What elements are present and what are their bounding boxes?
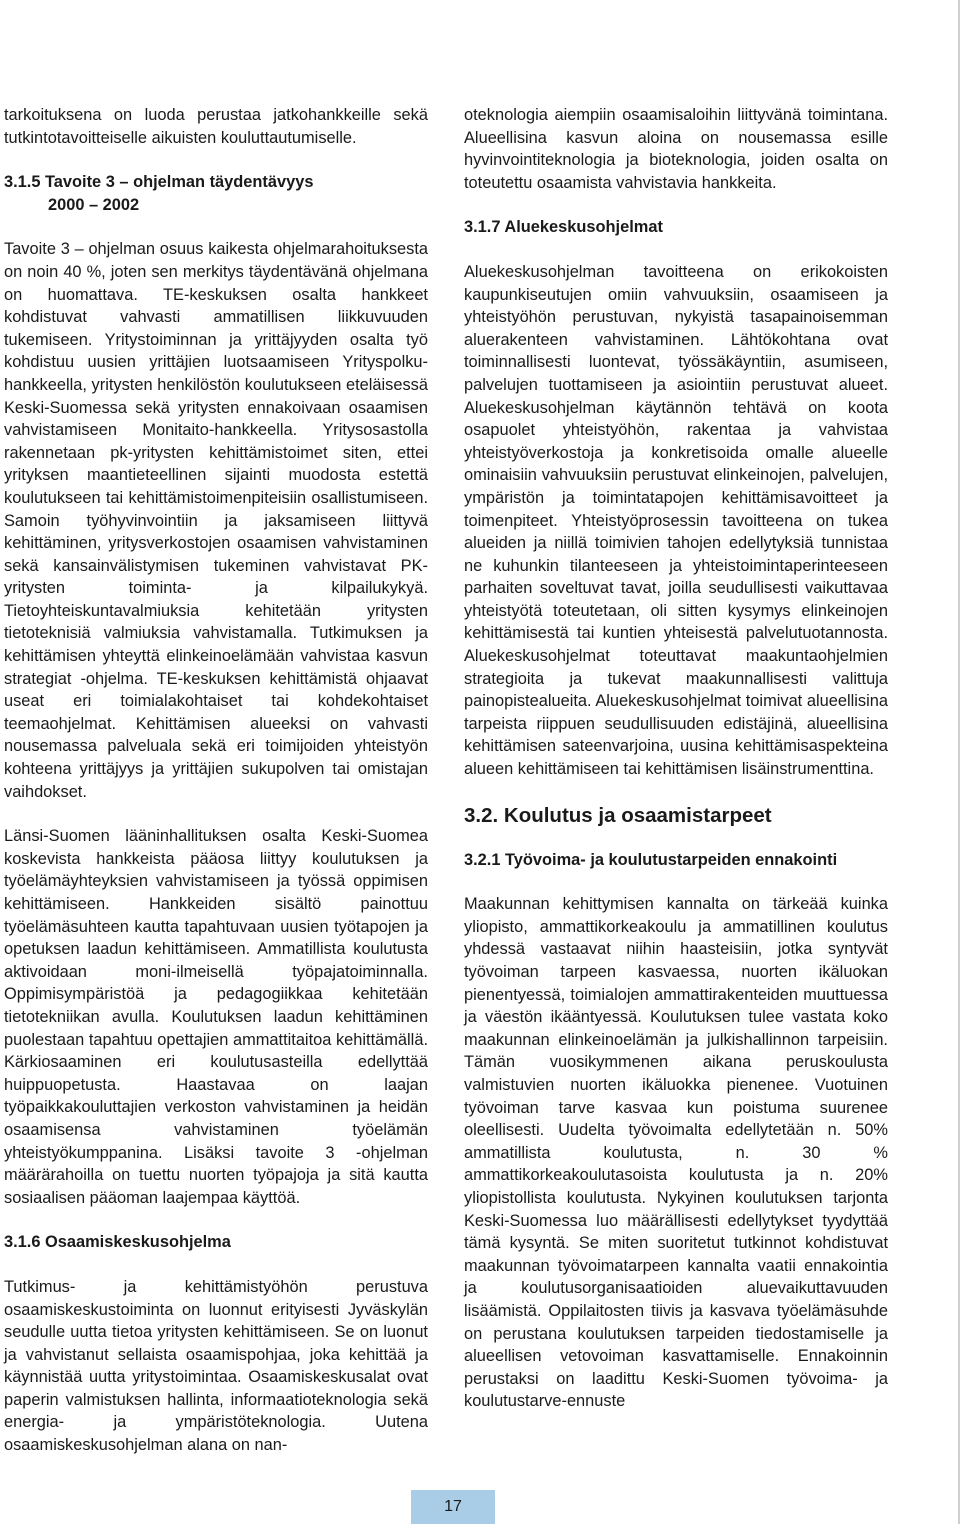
heading-3-1-5-line2: 2000 – 2002: [48, 195, 140, 214]
heading-3-1-6: 3.1.6 Osaamiskeskusohjelma: [4, 1233, 231, 1252]
heading-3-1-7: 3.1.7 Aluekeskusohjelmat: [464, 218, 663, 237]
heading-3-2: 3.2. Koulutus ja osaamistarpeet: [464, 803, 772, 827]
page-number-text: 17: [444, 1498, 462, 1515]
right-paragraph-continuation: oteknologia aiempiin osaamisaloihin liittyvänä toimintana. Alueellisina kasvun aloina on nousemassa esille hyvinvointiteknologia ja bioteknologia, joiden osalta on toteutettu osaamista vahvistavia hankkeita.: [464, 106, 888, 192]
left-paragraph-laaninhallitus: Länsi-Suomen lääninhallituksen osalta Keski-Suomea koskevista hankkeista pääosa liittyy koulutuksen ja työelämäyhteyksien vahvistamiseen ja työssä oppimisen kehittämiseen. Hankkeiden sisältö painottuu työelämäsuhteen kautta tapahtuvaan uusien työtapojen ja opetuksen laadun kehittämiseen. Ammatillista koulutusta aktivoidaan moni-ilmeisellä työpajatoiminnalla. Oppimisympäristöä ja pedagogiikkaa kehitetään tietotekniikan avulla. Koulutuksen laadun kehittäminen puolestaan tapahtuu opettajien ammattitaitoa kehittämällä. Kärkiosaaminen eri koulutusasteilla edellyttää huippuopetusta. Haastavaa on laajan työpaikkakouluttajien verkoston vahvistaminen ja heidän osaamisensa vahvistaminen työelämän yhteistyökumppanina. Lisäksi tavoite 3 -ohjelman määrärahoilla on tuettu nuorten työpajoja ja sitä kautta sosiaalisen pääoman laajempaa käyttöä.: [4, 827, 428, 1207]
left-column: [4, 104, 428, 1479]
heading-3-1-5-line1: 3.1.5 Tavoite 3 – ohjelman täydentävyys: [4, 173, 314, 192]
right-paragraph-ennakointi: Maakunnan kehittymisen kannalta on tärkeää kuinka yliopisto, ammattikorkeakoulu ja ammatillinen koulutus yhdessä vastaavat niihin haasteisiin, jotka syntyvät työvoiman tarpeen kasvaessa, nuorten ikäluokan pienentyessä, toimialojen ammattirakenteiden muuttuessa ja väestön ikääntyessä. Koulutuksen tulee vastata koko maakunnan elinkeinoelämän ja julkishallinnon tarpeisiin. Tämän vuosikymmenen aikana peruskoulusta valmistuvien nuorten ikäluokka pienenee. Vuotuinen työvoiman tarve kasvaa kun poistuma suurenee oleellisesti. Uudelta työvoimalta edellytetään n. 50% ammatillista koulutusta, n. 30 % ammattikorkeakoulutasoista koulutusta ja n. 20% yliopistollista koulutusta. Nykyinen koulutuksen tarjonta Keski-Suomessa luo määrällisesti edellytykset tyydyttää tämä kysyntä. Se miten suoritetut tutkinnot kohdistuvat maakunnan työvoimatarpeen kannalta vaatii ennakointia ja koulutusorganisaatioiden aluevaikuttavuuden lisäämistä. Oppilaitosten tiivis ja kasvava työelämäsuhde on perustana koulutuksen tarpeiden tiedostamiselle ja alueellisen vetovoiman kasvattamiselle. Ennakoinnin perustaksi on laadittu Keski-Suomen työvoima- ja koulutustarve-ennuste: [464, 895, 888, 1411]
page-number: [411, 1490, 495, 1524]
right-paragraph-aluekeskus: Aluekeskusohjelman tavoitteena on erikokoisten kaupunkiseutujen omiin vahvuuksiin, osaamiseen ja yhteistyöhön perustuvan, nykyistä tasapainoisemman aluerakenteen vahvistaminen. Lähtökohtana ovat toiminnallisesti luontevat, työssäkäyntiin, asumiseen, palvelujen tuottamiseen ja asiointiin perustuvat alueet. Aluekeskusohjelman käytännön tehtävä on koota osapuolet yhteistyöhön, rakentaa ja vahvistaa yhteistyöverkostoja ja konkretisoida omalle alueelle ominaisiin vahvuuksiin perustuvat elinkeinojen, palvelujen, ympäristön ja toimintatapojen kehittämisavoitteet ja toimenpiteet. Yhteistyöprosessin tavoitteena on tukea alueiden ja niillä toimivien tahojen edellytyksiä tunnistaa ne kuhunkin tilanteeseen ja yhteistoimintaperinteeseen parhaiten soveltuvat tavat, joilla seudullisesti vaikuttavaa yhteistyötä toteutetaan, oli sitten kysymys elinkeinojen kehittämisestä tai kuntien yhteisestä palvelutuotannosta. Aluekeskusohjelmat toteuttavat maakuntaohjelmien strategioita ja tukevat maakunnallisesti valittuja painopistealueita. Aluekeskusohjelmat toimivat alueellisina tarpeista riippuen seudullisuuden edistäjinä, alueellisina kehittämisen sateenvarjoina, uusina kehittämisaspekteina alueen kehittämiseen tai kehittämisen lisäinstrumenttina.: [464, 262, 888, 779]
left-paragraph-intro: tarkoituksena on luoda perustaa jatkohankkeille sekä tutkintotavoitteiselle aikuisten kouluttautumiselle.: [4, 106, 428, 147]
left-paragraph-tavoite3: Tavoite 3 – ohjelman osuus kaikesta ohjelmarahoituksesta on noin 40 %, joten sen merkitys täydentävänä ohjelmana on huomattava. TE-keskuksen osalta hankkeet kohdistuvat vahvasti ammatillisen liikkuvuuden tukemiseen. Yritystoiminnan ja yrittäjyyden osalta työ kohdistuu uusien yrittäjien luotsaamiseen Yrityspolku-hankkeella, yritysten henkilöstön koulutukseen eteläisessä Keski-Suomessa sekä yritysten ennakoivaan osaamisen vahvistamiseen Monitaito-hankkeella. Yritysosastolla rakennetaan pk-yritysten kehittämistoimet siten, ettei yrityksen maantieteellinen sijainti muodosta estettä koulutukseen tai kehittämistoimenpiteisiin osallistumiseen. Samoin työhyvinvointiin ja jaksamiseen liittyvä kehittäminen, yritysverkostojen osaamisen vahvistaminen sekä kansainvälistymisen tukeminen vahvistavat PK- yritysten toiminta- ja kilpailukykyä. Tietoyhteiskuntavalmiuksia kehitetään yritysten tietoteknisiä valmiuksia vahvistamalla. Tutkimuksen ja kehittämisen yhteyttä elinkeinoelämään vahvistaa kasvun strategiat -ohjelma. TE-keskuksen kehittämistä ohjaavat useat eri toimialakohtaiset tai kohdekohtaiset teemaohjelmat. Kehittämisen alueeksi on vahvasti nousemassa palveluala sekä eri toimijoiden yhteistyön kohteena yrittäjyys ja yrittäjien sukupolven tai omistajan vaihdokset.: [4, 240, 428, 801]
heading-3-1-5: [4, 171, 428, 216]
right-column: [464, 104, 888, 1435]
left-paragraph-osaamiskeskus: Tutkimus- ja kehittämistyöhön perustuva osaamiskeskustoiminta on luonnut erityisesti Jyväskylän seudulle uutta tietoa yritysten kehittämiseen. Se on luonut ja vahvistanut sellaista osaamispohjaa, joka kehittää ja käynnistää uutta yritystoimintaa. Osaamiskeskusalat ovat paperin valmistuksen hallinta, informaatioteknologia sekä energia- ja ympäristöteknologia. Uutena osaamiskeskusohjelman alana on nan-: [4, 1277, 428, 1455]
heading-3-2-1: 3.2.1 Työvoima- ja koulutustarpeiden ennakointi: [464, 850, 838, 869]
